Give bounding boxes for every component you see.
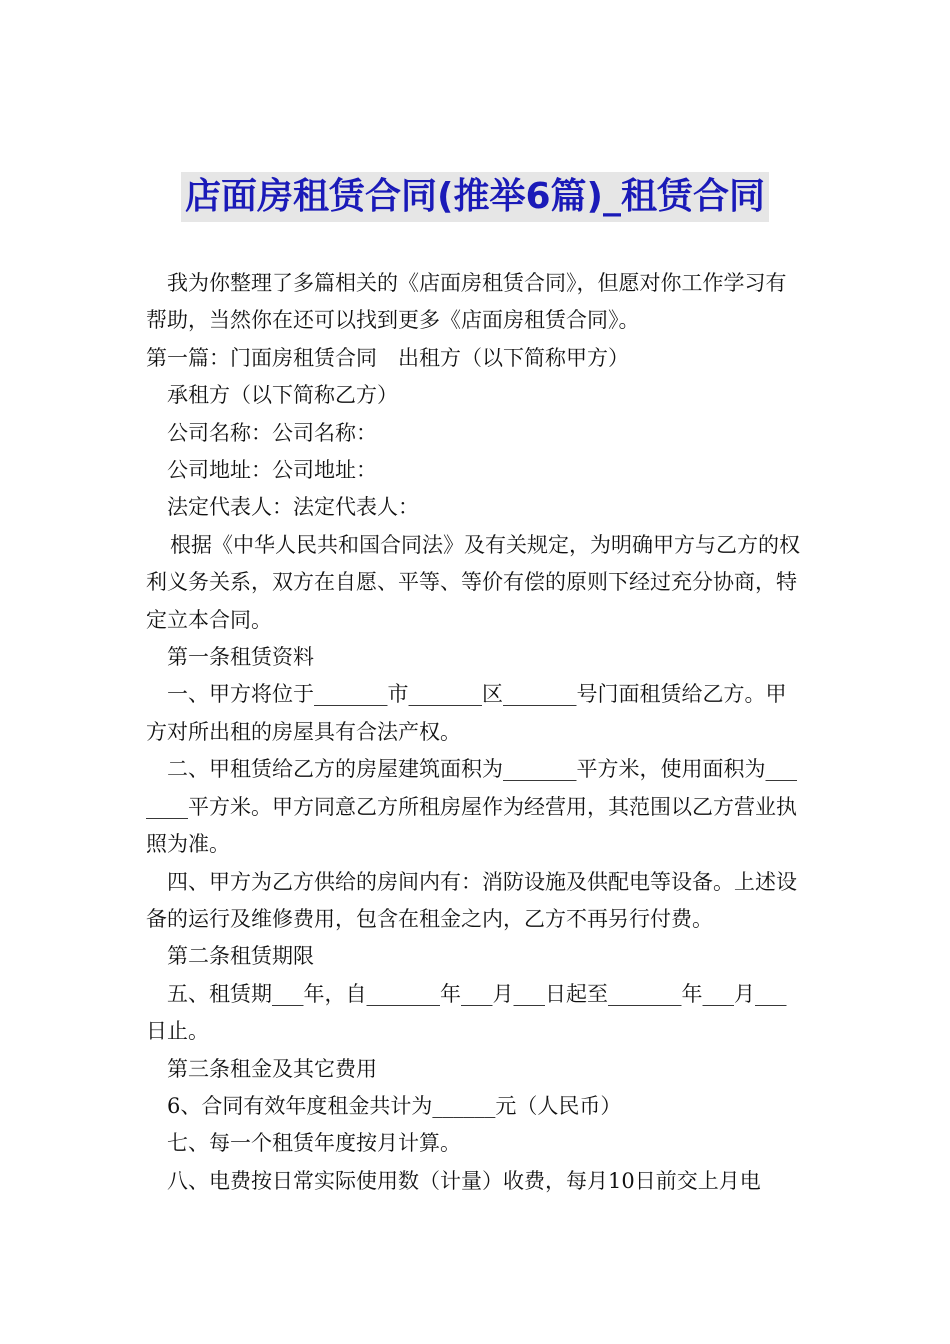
document-title: 店面房租赁合同(推举6篇)_租赁合同 <box>181 172 769 222</box>
paragraph-clause-4: 四、甲方为乙方供给的房间内有：消防设施及供配电等设备。上述设备的运行及维修费用，包含在租金之内，乙方不再另行付费。 <box>146 869 797 931</box>
section-heading-lease-term: 第二条租赁期限 <box>167 944 314 969</box>
section-heading-lease-content: 第一条租赁资料 <box>167 645 314 670</box>
paragraph-first-chapter: 第一篇：门面房租赁合同 出租方（以下简称甲方） <box>146 345 629 370</box>
paragraph-intro: 我为你整理了多篇相关的《店面房租赁合同》，但愿对你工作学习有帮助，当然你在还可以找到更多《店面房租赁合同》。 <box>146 271 787 333</box>
paragraph-clause-2: 二、甲租赁给乙方的房屋建筑面积为_______平方米，使用面积为_______平方米。甲方同意乙方所租房屋作为经营用，其范围以乙方营业执照为准。 <box>146 757 797 857</box>
title-wrap <box>0 172 950 222</box>
section-heading-rent: 第三条租金及其它费用 <box>167 1056 377 1081</box>
paragraph-company-name: 公司名称：公司名称： <box>167 420 377 445</box>
paragraph-basis: 根据《中华人民共和国合同法》及有关规定，为明确甲方与乙方的权利义务关系，双方在自愿、平等、等价有偿的原则下经过充分协商，特定立本合同。 <box>146 532 800 632</box>
paragraph-company-address: 公司地址：公司地址： <box>167 458 377 483</box>
paragraph-clause-6: 6、合同有效年度租金共计为______元（人民币） <box>167 1093 622 1118</box>
paragraph-legal-rep: 法定代表人：法定代表人： <box>167 495 419 520</box>
paragraph-clause-5: 五、租赁期___年，自_______年___月___日起至_______年___月___日止。 <box>146 981 787 1044</box>
paragraph-clause-1: 一、甲方将位于_______市_______区_______号门面租赁给乙方。甲方对所出租的房屋具有合法产权。 <box>146 682 787 744</box>
paragraph-clause-7: 七、每一个租赁年度按月计算。 <box>167 1131 461 1156</box>
document-body <box>146 265 806 1200</box>
paragraph-lessee: 承租方（以下简称乙方） <box>167 383 398 408</box>
paragraph-clause-8: 八、电费按日常实际使用数（计量）收费，每月10日前交上月电 <box>167 1168 761 1193</box>
